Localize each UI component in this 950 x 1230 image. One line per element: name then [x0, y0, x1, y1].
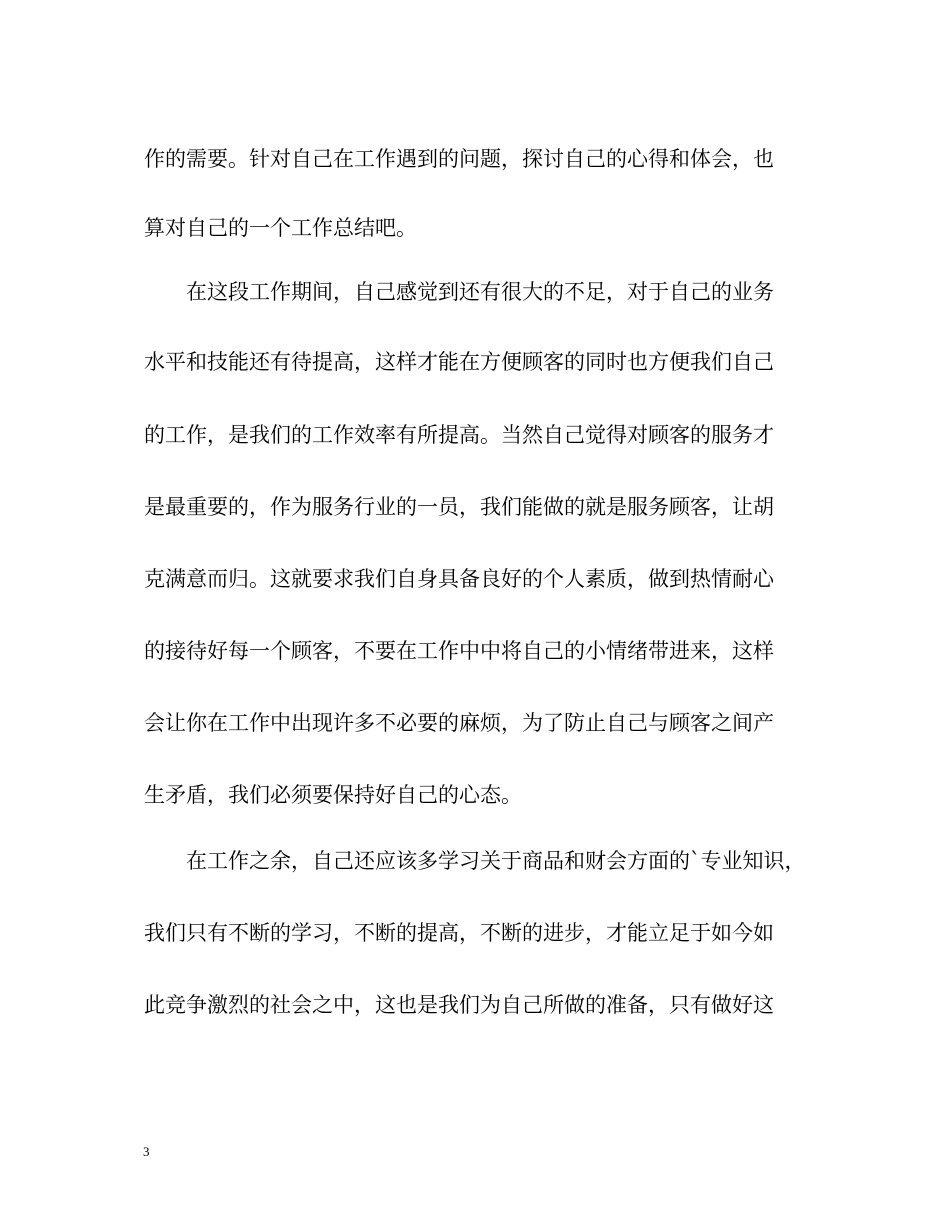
text-line: 作的需要。针对自己在工作遇到的问题，探讨自己的心得和体会，也 [144, 147, 774, 171]
text-line: 水平和技能还有待提高，这样才能在方便顾客的同时也方便我们自己 [144, 350, 774, 374]
text-line: 此竞争激烈的社会之中，这也是我们为自己所做的准备，只有做好这 [144, 993, 774, 1017]
text-line: 的工作，是我们的工作效率有所提高。当然自己觉得对顾客的服务才 [144, 423, 774, 447]
text-line: 生矛盾，我们必须要保持好自己的心态。 [144, 783, 522, 807]
text-line: 我们只有不断的学习，不断的提高，不断的进步，才能立足于如今如 [144, 921, 774, 945]
paragraph-start-line: 在这段工作期间，自己感觉到还有很大的不足，对于自己的业务 [186, 280, 774, 304]
text-line: 会让你在工作中出现许多不必要的麻烦，为了防止自己与顾客之间产 [144, 711, 774, 735]
paragraph-start-line: 在工作之余，自己还应该多学习关于商品和财会方面的`专业知识， [186, 849, 806, 873]
text-line: 的接待好每一个顾客，不要在工作中中将自己的小情绪带进来，这样 [144, 639, 774, 663]
page-number: 3 [143, 1144, 150, 1159]
text-line: 克满意而归。这就要求我们自身具备良好的个人素质，做到热情耐心 [144, 567, 774, 591]
text-line: 是最重要的，作为服务行业的一员，我们能做的就是服务顾客，让胡 [144, 495, 774, 519]
text-line: 算对自己的一个工作总结吧。 [144, 216, 417, 240]
